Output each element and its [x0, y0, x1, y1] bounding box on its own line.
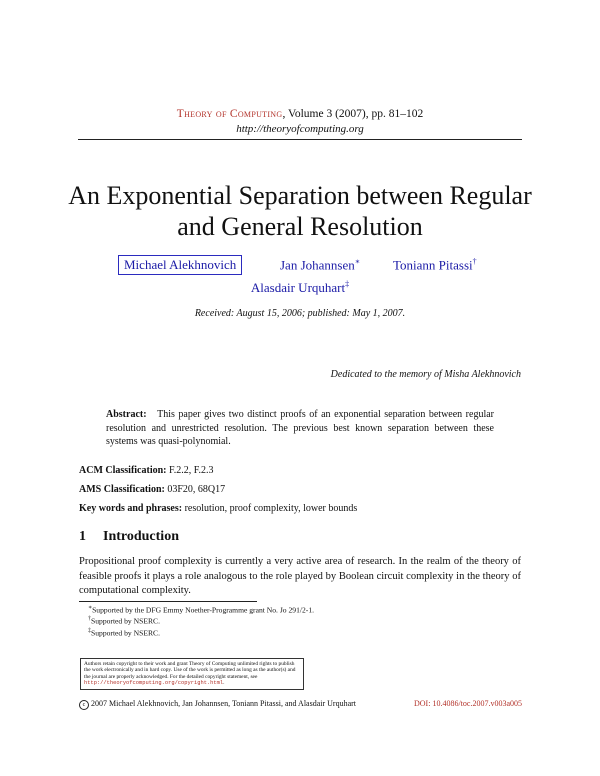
ams-classification: AMS Classification: 03F20, 68Q17: [79, 484, 226, 495]
authors-row-2: [0, 280, 600, 296]
footnote-rule: [79, 601, 257, 602]
keywords: Key words and phrases: resolution, proof complexity, lower bounds: [79, 503, 358, 514]
section-heading-introduction: [79, 529, 179, 545]
journal-header: [0, 108, 600, 120]
copyright-notice-box: Authors retain copyright to their work and grant Theory of Computing unlimited rights to publish the work electronically and in hard copy. Use of the work is permitted as long as the author(s) and the journal are properly acknowledged. For the detailed copyright statement, see http://theoryofcomputing.org/copyright.html.: [80, 658, 304, 690]
copyright-symbol: c: [79, 700, 89, 710]
footnote-1: ∗Supported by the DFG Emmy Noether-Programme grant No. Jo 291/2-1.: [88, 605, 315, 615]
title-line-2: and General Resolution: [177, 212, 423, 241]
author-link-urquhart[interactable]: Alasdair Urquhart‡: [250, 280, 350, 296]
journal-url[interactable]: http://theoryofcomputing.org: [236, 123, 364, 135]
received-date: Received: August 15, 2006; published: May 1, 2007.: [194, 308, 406, 319]
footer-copyright: 2007 Michael Alekhnovich, Jan Johannsen, Toniann Pitassi, and Alasdair Urquhart: [91, 699, 357, 708]
footnote-3: ‡Supported by NSERC.: [88, 628, 160, 638]
author-link-alekhnovich[interactable]: Michael Alekhnovich: [118, 255, 242, 275]
volume-info: , Volume 3 (2007), pp. 81–102: [282, 108, 424, 120]
section-number: 1: [79, 529, 86, 544]
abstract-text: This paper gives two distinct proofs of an exponential separation between regular resolution and unrestricted resolution. The previous best known separation between these systems was quasi-polynomial.: [106, 409, 494, 448]
author-link-pitassi[interactable]: Toniann Pitassi†: [393, 257, 477, 273]
paper-title: [40, 180, 560, 242]
footnote-2: †Supported by NSERC.: [88, 616, 160, 626]
abstract-label: Abstract:: [106, 409, 147, 420]
abstract: [106, 408, 494, 449]
acm-classification: ACM Classification: F.2.2, F.2.3: [79, 465, 214, 476]
acm-value: F.2.2, F.2.3: [169, 465, 214, 476]
header-rule: [78, 139, 522, 140]
introduction-paragraph: Propositional proof complexity is currently a very active area of research. In the realm of the theory of feasible proofs it plays a role analogous to the role played by Boolean circuit complexity in the theory of computational complexity.: [79, 556, 521, 597]
journal-name-link[interactable]: Theory of Computing: [176, 108, 283, 120]
title-line-1: An Exponential Separation between Regular: [68, 181, 532, 210]
copyright-notice-text: Authors retain copyright to their work and grant Theory of Computing unlimited rights to publish the work electronically and in hard copy. Use of the work is permitted as long as the author(s) and the journal are properly acknowledged. For the detailed copyright statement, see: [84, 661, 296, 680]
doi-link[interactable]: DOI: 10.4086/toc.2007.v003a005: [414, 699, 522, 708]
section-title: Introduction: [103, 529, 179, 544]
footer-line: [79, 699, 522, 710]
keywords-value: resolution, proof complexity, lower bounds: [184, 503, 358, 514]
ams-value: 03F20, 68Q17: [167, 484, 226, 495]
dedication: Dedicated to the memory of Misha Alekhnovich: [330, 369, 521, 380]
author-link-johannsen[interactable]: Jan Johannsen∗: [280, 257, 361, 273]
copyright-link[interactable]: http://theoryofcomputing.org/copyright.html: [84, 679, 224, 686]
